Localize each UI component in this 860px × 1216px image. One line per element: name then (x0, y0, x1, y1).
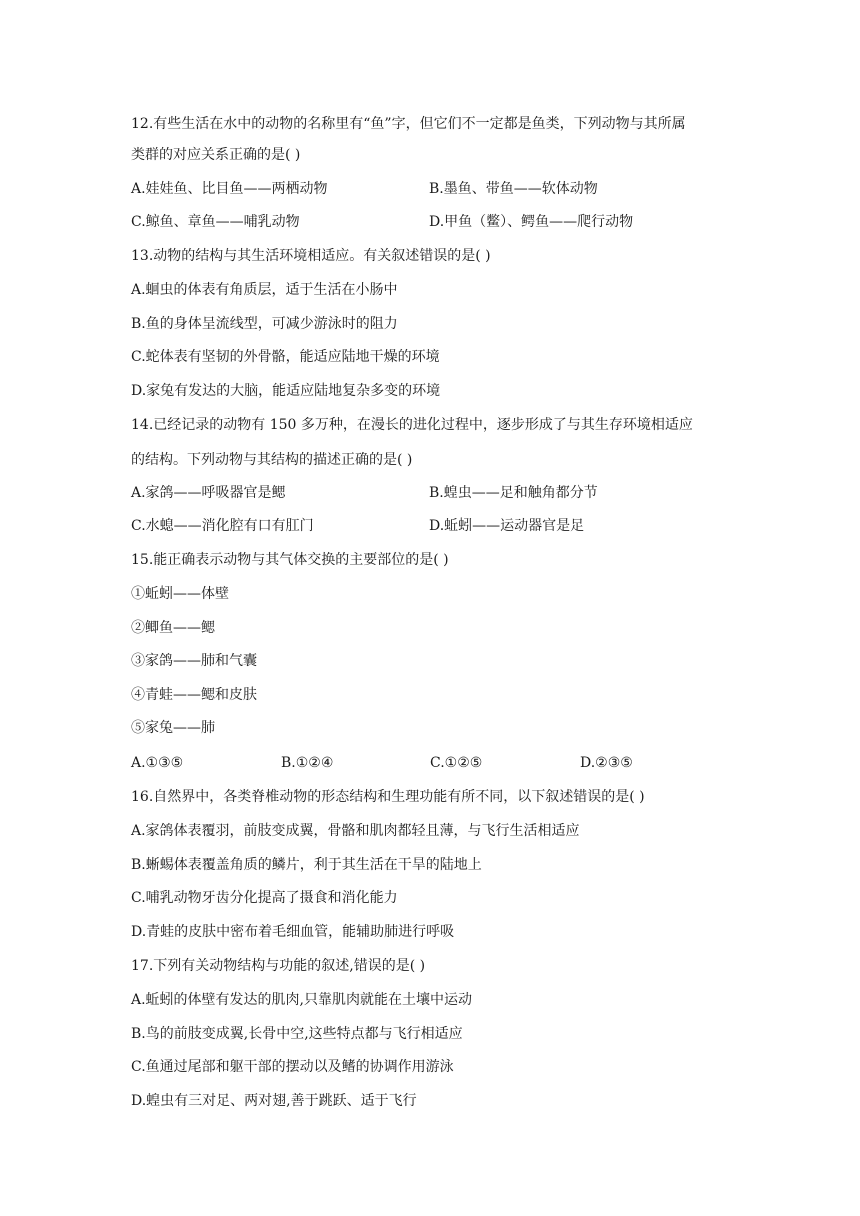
q15-item-4: ④青蛙——鳃和皮肤 (131, 687, 257, 703)
q14-stem-line2: 的结构。下列动物与其结构的描述正确的是( ) (131, 452, 413, 468)
q13-stem: 13.动物的结构与其生活环境相适应。有关叙述错误的是( ) (131, 248, 491, 264)
q13-option-d: D.家兔有发达的大脑，能适应陆地复杂多变的环境 (131, 383, 441, 399)
q12-stem-line2: 类群的对应关系正确的是( ) (131, 147, 301, 163)
q17-option-b: B.鸟的前肢变成翼,长骨中空,这些特点都与飞行相适应 (131, 1026, 463, 1042)
q12-option-d: D.甲鱼（鳖）、鳄鱼——爬行动物 (429, 214, 634, 230)
q16-stem: 16.自然界中，各类脊椎动物的形态结构和生理功能有所不同，以下叙述错误的是( ) (131, 789, 645, 805)
q15-item-3: ③家鸽——肺和气囊 (131, 653, 257, 669)
q14-option-b: B.蝗虫——足和触角都分节 (429, 485, 598, 501)
q12-option-a: A.娃娃鱼、比目鱼——两栖动物 (131, 181, 328, 197)
q14-option-d: D.蚯蚓——运动器官是足 (429, 518, 585, 534)
q17-option-c: C.鱼通过尾部和躯干部的摆动以及鳍的协调作用游泳 (131, 1059, 454, 1075)
q13-option-b: B.鱼的身体呈流线型，可减少游泳时的阻力 (131, 316, 398, 332)
q14-stem-line1: 14.已经记录的动物有 150 多万种，在漫长的进化过程中，逐步形成了与其生存环境相适应 (131, 417, 693, 433)
q14-option-a: A.家鸽——呼吸器官是鳃 (131, 485, 286, 501)
q14-option-c: C.水螅——消化腔有口有肛门 (131, 518, 314, 534)
q15-stem: 15.能正确表示动物与其气体交换的主要部位的是( ) (131, 552, 449, 568)
q15-item-1: ①蚯蚓——体壁 (131, 586, 229, 602)
q15-option-d: D.②③⑤ (580, 755, 633, 771)
q15-option-b: B.①②④ (281, 755, 334, 771)
q12-stem-line1: 12.有些生活在水中的动物的名称里有“鱼”字，但它们不一定都是鱼类，下列动物与其所属 (131, 116, 686, 132)
q15-option-a: A.①③⑤ (131, 755, 184, 771)
q15-item-2: ②鲫鱼——鳃 (131, 620, 215, 636)
q15-item-5: ⑤家兔——肺 (131, 720, 215, 736)
q15-option-c: C.①②⑤ (430, 755, 483, 771)
q12-option-b: B.墨鱼、带鱼——软体动物 (429, 181, 598, 197)
q16-option-a: A.家鸽体表覆羽，前肢变成翼，骨骼和肌肉都轻且薄，与飞行生活相适应 (131, 823, 580, 839)
q17-option-d: D.蝗虫有三对足、两对翅,善于跳跃、适于飞行 (131, 1093, 417, 1109)
q13-option-a: A.蛔虫的体表有角质层，适于生活在小肠中 (131, 282, 398, 298)
q17-stem: 17.下列有关动物结构与功能的叙述,错误的是( ) (131, 958, 426, 974)
q16-option-c: C.哺乳动物牙齿分化提高了摄食和消化能力 (131, 890, 398, 906)
q16-option-b: B.蜥蜴体表覆盖角质的鳞片，利于其生活在干旱的陆地上 (131, 857, 482, 873)
q13-option-c: C.蛇体表有坚韧的外骨骼，能适应陆地干燥的环境 (131, 349, 440, 365)
q17-option-a: A.蚯蚓的体壁有发达的肌肉,只靠肌肉就能在土壤中运动 (131, 992, 473, 1008)
q16-option-d: D.青蛙的皮肤中密布着毛细血管，能辅助肺进行呼吸 (131, 924, 455, 940)
q12-option-c: C.鲸鱼、章鱼——哺乳动物 (131, 214, 300, 230)
